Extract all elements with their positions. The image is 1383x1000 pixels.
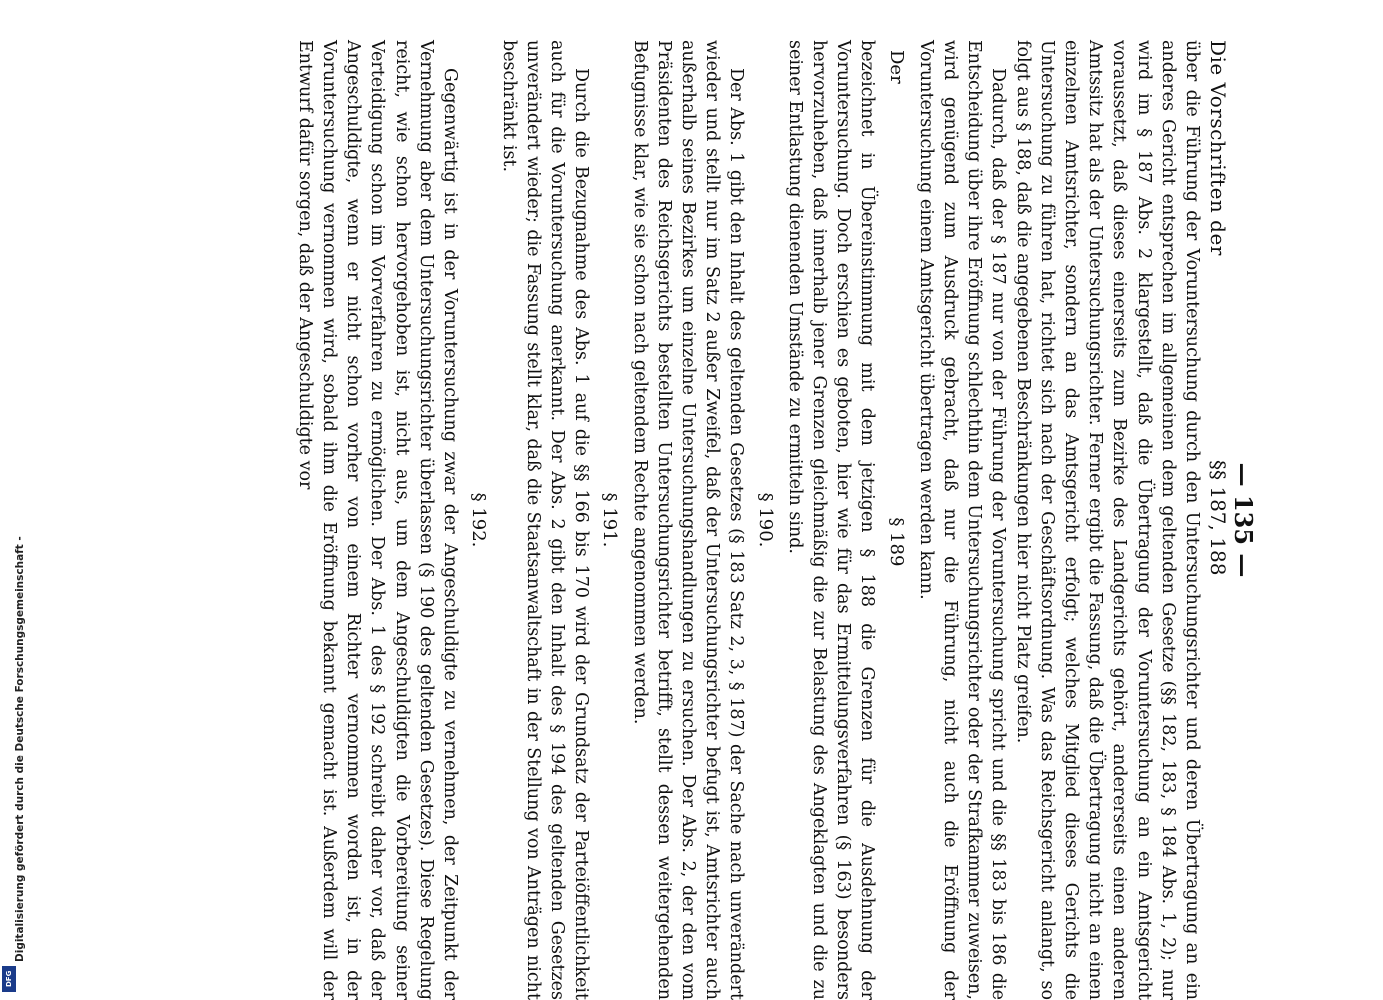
- dfg-logo: DFG: [2, 966, 16, 992]
- running-head: Die Vorschriften der: [1206, 40, 1230, 256]
- page-number: — 135 —: [1229, 462, 1258, 578]
- section-191-heading: § 191.: [599, 492, 621, 548]
- paragraph-2: Dadurch, daß der § 187 nur von der Führung der Voruntersuchung spricht und die §§ 183 bis 186 die Entscheidung über ihre Eröffnung schlechthin dem Untersuchungsrichter oder der Strafkammer zuweisen, wird genügend zum Ausdruck gebracht, daß nur die Führung, nicht auch die Eröffnung der Voruntersuchung einem Amtsgericht übertragen werden kann.: [915, 40, 1009, 1000]
- digitization-credit-sidebar: [0, 0, 26, 1000]
- paragraph-1: über die Führung der Voruntersuchung durch den Untersuchungsrichter und deren Übertragung an ein anderes Gericht entsprechen im allgemeinen dem geltenden Gesetze (§§ 182, 183, § 184 Abs. 1, 2); nur wird im § 187 Abs. 2 klargestellt, daß die Übertragung der Voruntersuchung an ein Amtsgericht voraussetzt, daß dieses einerseits zum Bezirke des Landgerichts gehört, andererseits einen anderen Amtssitz hat als der Untersuchungsrichter. Ferner ergibt die Fassung, daß die Übertragung nicht an einen einzelnen Amtsrichter, sondern an das Amtsgericht erfolgt; welches Mitglied dieses Gerichts die Untersuchung zu führen hat, richtet sich nach der Geschäftsordnung. Was das Reichsgericht anlangt, so folgt aus § 188, daß die angegebenen Beschränkungen hier nicht Platz greifen.: [1012, 40, 1202, 1000]
- paragraph-4: Der Abs. 1 gibt den Inhalt des geltenden Gesetzes (§ 183 Satz 2, 3, § 187) der Sache nach unverändert wieder und stellt nur im Satz 2 außer Zweifel, daß der Untersuchungsrichter befugt ist, Amtsrichter auch außerhalb seines Bezirkes um einzelne Untersuchungshandlungen zu ersuchen. Der Abs. 2, der den vom Präsidenten des Reichsgerichts bestellten Untersuchungsrichter betrifft, stellt dessen weitergehenden Befugnisse klar, wie sie schon nach geltendem Rechte angenommen werden.: [629, 40, 747, 1000]
- dfg-credit-text: Digitalisierung gefördert durch die Deutsche Forschungsgemeinschaft -: [14, 536, 26, 962]
- section-190-heading: § 190.: [754, 492, 776, 548]
- paragraph-5: Durch die Bezugnahme des Abs. 1 auf die §§ 166 bis 170 wird der Grundsatz der Parteiöffentlichkeit auch für die Voruntersuchung anerkannt. Der Abs. 2 gibt den Inhalt des § 194 des geltenden Gesetzes unverändert wieder; die Fassung stellt klar, daß die Staatsanwaltschaft in der Stellung von Anträgen nicht beschränkt ist.: [498, 40, 592, 1000]
- section-189-heading: [883, 40, 907, 1000]
- paragraph-3: bezeichnet in Übereinstimmung mit dem jetzigen § 188 die Grenzen für die Ausdehnung der Voruntersuchung. Doch erschien es geboten, hier wie für das Ermittelungsverfahren (§ 163) besonders hervorzuheben, daß innerhalb jener Grenzen gleichmäßig die zur Belastung des Angeklagten und die zu seiner Entlastung dienenden Umstände zu ermitteln sind.: [784, 40, 878, 1000]
- rotated-page: [130, 0, 1260, 1000]
- section-192-heading: § 192.: [468, 492, 490, 548]
- section-reference: §§ 187, 188: [1206, 460, 1230, 576]
- der-label: Der: [885, 50, 907, 84]
- body-text: [293, 40, 1204, 1000]
- paragraph-6: Gegenwärtig ist in der Voruntersuchung zwar der Angeschuldigte zu vernehmen, der Zeitpunkt der Vernehmung aber dem Untersuchungsrichter überlassen (§ 190 des geltenden Gesetzes). Diese Regelung reicht, wie schon hervorgehoben ist, nicht aus, um dem Angeschuldigten die Vorbereitung seiner Verteidigung schon im Vorverfahren zu ermöglichen. Der Abs. 1 des § 192 schreibt daher vor, daß der Angeschuldigte, wenn er nicht schon vorher von einem Richter vernommen worden ist, in der Voruntersuchung vernommen wird, sobald ihm die Eröffnung bekannt gemacht ist. Außerdem will der Entwurf dafür sorgen, daß der Angeschuldigte vor: [294, 40, 461, 1000]
- page-content: [130, 40, 1260, 1000]
- section-189-number: § 189: [885, 517, 907, 567]
